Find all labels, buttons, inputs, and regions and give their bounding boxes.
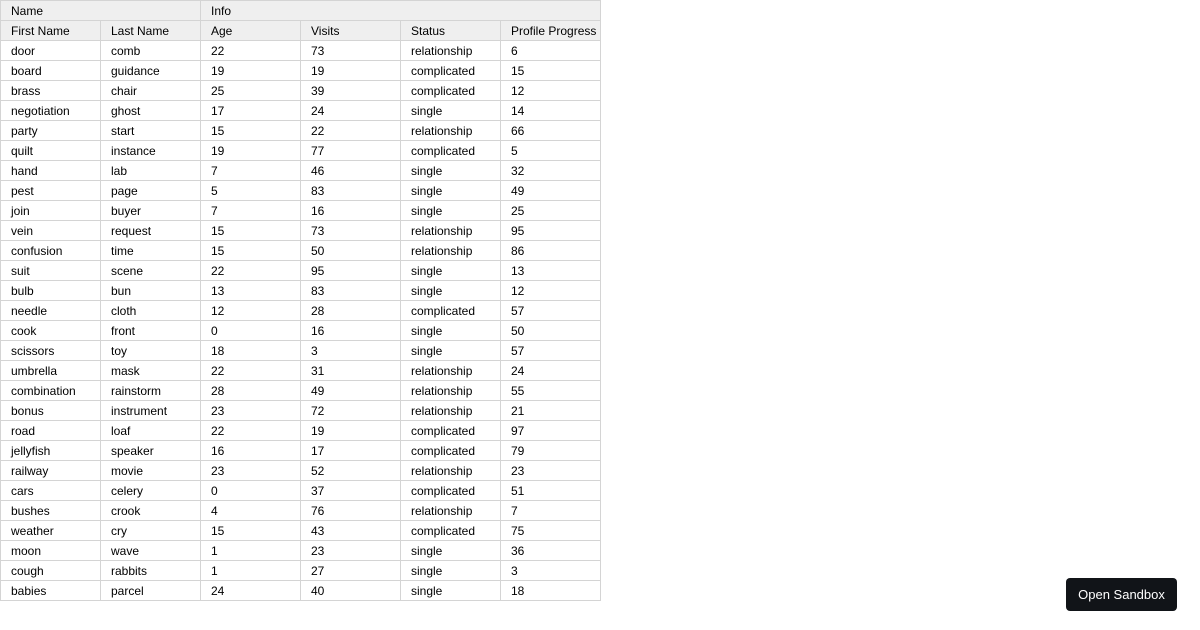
cell-age: 1 [201, 561, 301, 581]
cell-last-name: crook [101, 501, 201, 521]
cell-age: 24 [201, 581, 301, 601]
cell-last-name: buyer [101, 201, 201, 221]
cell-status: single [401, 561, 501, 581]
column-header-age[interactable]: Age [201, 21, 301, 41]
cell-visits: 49 [301, 381, 401, 401]
cell-profile-progress: 95 [501, 221, 601, 241]
cell-visits: 22 [301, 121, 401, 141]
cell-first-name: party [1, 121, 101, 141]
cell-last-name: ghost [101, 101, 201, 121]
cell-age: 23 [201, 401, 301, 421]
cell-visits: 23 [301, 541, 401, 561]
table-row [1, 301, 601, 321]
cell-last-name: speaker [101, 441, 201, 461]
cell-visits: 31 [301, 361, 401, 381]
cell-age: 15 [201, 221, 301, 241]
cell-status: single [401, 181, 501, 201]
cell-last-name: bun [101, 281, 201, 301]
cell-last-name: instrument [101, 401, 201, 421]
cell-first-name: suit [1, 261, 101, 281]
table-row [1, 221, 601, 241]
cell-first-name: railway [1, 461, 101, 481]
cell-status: relationship [401, 361, 501, 381]
cell-profile-progress: 51 [501, 481, 601, 501]
cell-last-name: time [101, 241, 201, 261]
open-sandbox-button[interactable]: Open Sandbox [1066, 578, 1177, 611]
cell-last-name: start [101, 121, 201, 141]
cell-age: 18 [201, 341, 301, 361]
cell-profile-progress: 86 [501, 241, 601, 261]
cell-age: 17 [201, 101, 301, 121]
cell-visits: 16 [301, 321, 401, 341]
cell-visits: 46 [301, 161, 401, 181]
cell-visits: 17 [301, 441, 401, 461]
cell-first-name: jellyfish [1, 441, 101, 461]
cell-last-name: guidance [101, 61, 201, 81]
cell-status: complicated [401, 81, 501, 101]
cell-visits: 50 [301, 241, 401, 261]
cell-age: 15 [201, 241, 301, 261]
cell-profile-progress: 18 [501, 581, 601, 601]
cell-visits: 24 [301, 101, 401, 121]
table-row [1, 321, 601, 341]
cell-visits: 95 [301, 261, 401, 281]
table-row [1, 501, 601, 521]
column-header-last-name[interactable]: Last Name [101, 21, 201, 41]
cell-first-name: board [1, 61, 101, 81]
cell-age: 15 [201, 521, 301, 541]
cell-visits: 19 [301, 421, 401, 441]
cell-age: 13 [201, 281, 301, 301]
cell-status: relationship [401, 461, 501, 481]
cell-status: single [401, 341, 501, 361]
cell-first-name: vein [1, 221, 101, 241]
cell-profile-progress: 6 [501, 41, 601, 61]
header-column-row [1, 21, 601, 41]
table-row [1, 101, 601, 121]
table-row [1, 241, 601, 261]
cell-age: 5 [201, 181, 301, 201]
cell-visits: 73 [301, 41, 401, 61]
cell-age: 22 [201, 261, 301, 281]
table-row [1, 461, 601, 481]
cell-status: complicated [401, 481, 501, 501]
table-row [1, 521, 601, 541]
cell-profile-progress: 32 [501, 161, 601, 181]
cell-visits: 27 [301, 561, 401, 581]
cell-last-name: wave [101, 541, 201, 561]
cell-status: complicated [401, 61, 501, 81]
cell-visits: 37 [301, 481, 401, 501]
table-row [1, 141, 601, 161]
cell-age: 22 [201, 41, 301, 61]
cell-last-name: chair [101, 81, 201, 101]
cell-last-name: cloth [101, 301, 201, 321]
cell-profile-progress: 97 [501, 421, 601, 441]
table-row [1, 61, 601, 81]
cell-status: relationship [401, 41, 501, 61]
cell-last-name: page [101, 181, 201, 201]
cell-last-name: comb [101, 41, 201, 61]
cell-status: single [401, 581, 501, 601]
cell-last-name: toy [101, 341, 201, 361]
cell-first-name: cough [1, 561, 101, 581]
cell-first-name: door [1, 41, 101, 61]
cell-last-name: movie [101, 461, 201, 481]
cell-profile-progress: 14 [501, 101, 601, 121]
cell-status: relationship [401, 501, 501, 521]
cell-age: 25 [201, 81, 301, 101]
table-row [1, 261, 601, 281]
group-header-info: Info [201, 1, 601, 21]
cell-profile-progress: 21 [501, 401, 601, 421]
cell-age: 4 [201, 501, 301, 521]
cell-status: relationship [401, 221, 501, 241]
table-row [1, 481, 601, 501]
cell-profile-progress: 15 [501, 61, 601, 81]
cell-status: relationship [401, 381, 501, 401]
cell-age: 22 [201, 421, 301, 441]
column-header-profile-progress[interactable]: Profile Progress [501, 21, 601, 41]
cell-profile-progress: 66 [501, 121, 601, 141]
cell-visits: 72 [301, 401, 401, 421]
table-row [1, 361, 601, 381]
table-row [1, 161, 601, 181]
cell-profile-progress: 12 [501, 81, 601, 101]
cell-status: single [401, 201, 501, 221]
cell-profile-progress: 5 [501, 141, 601, 161]
cell-visits: 83 [301, 281, 401, 301]
table-row [1, 401, 601, 421]
cell-first-name: quilt [1, 141, 101, 161]
cell-status: single [401, 261, 501, 281]
group-header-name: Name [1, 1, 201, 21]
cell-status: single [401, 281, 501, 301]
cell-status: single [401, 161, 501, 181]
cell-last-name: rabbits [101, 561, 201, 581]
cell-last-name: parcel [101, 581, 201, 601]
table-row [1, 181, 601, 201]
cell-visits: 19 [301, 61, 401, 81]
cell-age: 12 [201, 301, 301, 321]
cell-visits: 16 [301, 201, 401, 221]
cell-status: complicated [401, 421, 501, 441]
cell-first-name: hand [1, 161, 101, 181]
cell-first-name: bonus [1, 401, 101, 421]
table-row [1, 561, 601, 581]
cell-age: 7 [201, 161, 301, 181]
cell-age: 16 [201, 441, 301, 461]
cell-age: 22 [201, 361, 301, 381]
cell-status: relationship [401, 401, 501, 421]
cell-first-name: bushes [1, 501, 101, 521]
cell-last-name: loaf [101, 421, 201, 441]
table-row [1, 121, 601, 141]
cell-visits: 76 [301, 501, 401, 521]
table-row [1, 201, 601, 221]
cell-profile-progress: 25 [501, 201, 601, 221]
cell-first-name: needle [1, 301, 101, 321]
table-row [1, 541, 601, 561]
cell-status: complicated [401, 141, 501, 161]
cell-status: relationship [401, 241, 501, 261]
column-header-first-name[interactable]: First Name [1, 21, 101, 41]
cell-profile-progress: 24 [501, 361, 601, 381]
cell-age: 1 [201, 541, 301, 561]
cell-last-name: cry [101, 521, 201, 541]
table-header [1, 1, 601, 41]
cell-first-name: cars [1, 481, 101, 501]
cell-visits: 28 [301, 301, 401, 321]
table-row [1, 41, 601, 61]
data-table [0, 0, 601, 601]
cell-profile-progress: 57 [501, 301, 601, 321]
cell-profile-progress: 50 [501, 321, 601, 341]
cell-profile-progress: 23 [501, 461, 601, 481]
cell-first-name: pest [1, 181, 101, 201]
cell-visits: 3 [301, 341, 401, 361]
cell-last-name: front [101, 321, 201, 341]
cell-last-name: mask [101, 361, 201, 381]
cell-profile-progress: 36 [501, 541, 601, 561]
cell-profile-progress: 12 [501, 281, 601, 301]
cell-first-name: weather [1, 521, 101, 541]
cell-last-name: celery [101, 481, 201, 501]
cell-first-name: scissors [1, 341, 101, 361]
cell-visits: 43 [301, 521, 401, 541]
cell-age: 28 [201, 381, 301, 401]
table-row [1, 441, 601, 461]
cell-visits: 39 [301, 81, 401, 101]
cell-profile-progress: 7 [501, 501, 601, 521]
cell-profile-progress: 57 [501, 341, 601, 361]
cell-age: 0 [201, 481, 301, 501]
cell-profile-progress: 49 [501, 181, 601, 201]
table-row [1, 581, 601, 601]
cell-status: single [401, 541, 501, 561]
cell-first-name: negotiation [1, 101, 101, 121]
cell-visits: 52 [301, 461, 401, 481]
cell-profile-progress: 55 [501, 381, 601, 401]
table-row [1, 421, 601, 441]
cell-age: 19 [201, 61, 301, 81]
table-body [1, 41, 601, 601]
column-header-visits[interactable]: Visits [301, 21, 401, 41]
cell-profile-progress: 3 [501, 561, 601, 581]
cell-status: complicated [401, 521, 501, 541]
cell-status: single [401, 321, 501, 341]
cell-first-name: join [1, 201, 101, 221]
cell-last-name: lab [101, 161, 201, 181]
cell-last-name: rainstorm [101, 381, 201, 401]
column-header-status[interactable]: Status [401, 21, 501, 41]
cell-status: single [401, 101, 501, 121]
table-row [1, 81, 601, 101]
cell-last-name: instance [101, 141, 201, 161]
header-group-row [1, 1, 601, 21]
cell-age: 7 [201, 201, 301, 221]
cell-profile-progress: 13 [501, 261, 601, 281]
cell-first-name: umbrella [1, 361, 101, 381]
cell-first-name: combination [1, 381, 101, 401]
cell-first-name: confusion [1, 241, 101, 261]
table-row [1, 381, 601, 401]
cell-last-name: request [101, 221, 201, 241]
cell-first-name: moon [1, 541, 101, 561]
cell-first-name: road [1, 421, 101, 441]
cell-visits: 83 [301, 181, 401, 201]
cell-age: 23 [201, 461, 301, 481]
cell-first-name: brass [1, 81, 101, 101]
cell-visits: 73 [301, 221, 401, 241]
cell-first-name: cook [1, 321, 101, 341]
cell-visits: 77 [301, 141, 401, 161]
cell-last-name: scene [101, 261, 201, 281]
cell-age: 19 [201, 141, 301, 161]
cell-profile-progress: 75 [501, 521, 601, 541]
cell-status: complicated [401, 441, 501, 461]
cell-status: relationship [401, 121, 501, 141]
table-row [1, 341, 601, 361]
cell-visits: 40 [301, 581, 401, 601]
cell-first-name: bulb [1, 281, 101, 301]
table-row [1, 281, 601, 301]
cell-age: 0 [201, 321, 301, 341]
cell-age: 15 [201, 121, 301, 141]
cell-status: complicated [401, 301, 501, 321]
cell-first-name: babies [1, 581, 101, 601]
cell-profile-progress: 79 [501, 441, 601, 461]
